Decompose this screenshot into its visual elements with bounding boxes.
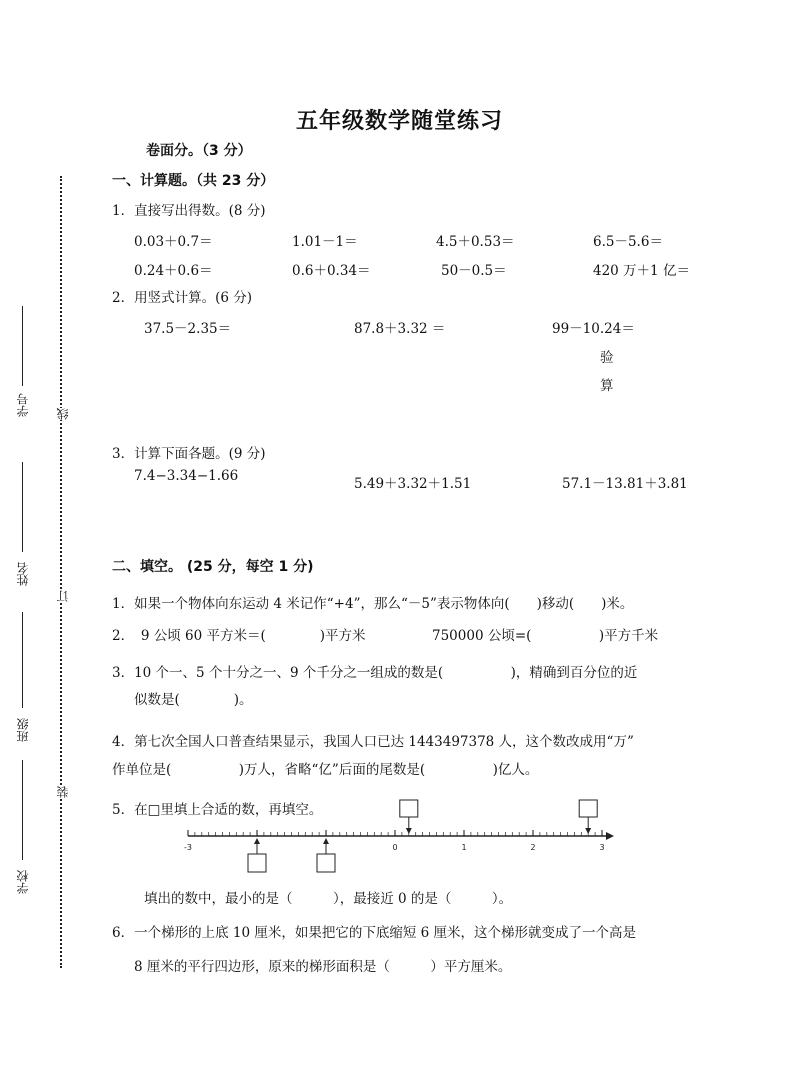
fill-q5: 5．在□里填上合适的数，再填空。 [112,802,323,818]
fill-q3b: 似数是( )。 [134,692,253,708]
fill-q4b: 作单位是( )万人，省略“亿”后面的尾数是( )亿人。 [112,762,539,778]
q1-item-4: 6.5－5.6＝ [593,234,663,250]
q3-item-1: 7.4−3.34−1.66 [134,468,239,484]
section1-title: 一、计算题。（共 23 分） [112,173,275,189]
q2-item-1: 37.5－2.35＝ [144,321,232,337]
pointer-arrow-down-head [585,828,591,834]
binding-label-school: 学校 [16,870,30,894]
q2-item-2: 87.8＋3.32 ＝ [354,321,446,337]
q2-label: 2．用竖式计算。(6 分) [112,290,253,306]
fill-q6a: 6．一个梯形的上底 10 厘米，如果把它的下底缩短 6 厘米，这个梯形就变成了一个高是 [112,925,637,941]
number-line-tick-label: -3 [184,843,192,852]
neatness-score: 卷面分。（3 分） [146,143,252,159]
binding-label-class: 班级 [16,718,30,742]
answer-box-below [248,854,266,872]
q2-item-3: 99－10.24＝ [552,321,635,337]
q2-verify-1: 验 [600,350,614,366]
q3-item-2: 5.49＋3.32＋1.51 [354,476,472,492]
binding-blank-student-id [22,306,23,386]
number-line-arrow [606,832,614,840]
fill-q2a: 2． 9 公顷 60 平方米＝( )平方米 [112,628,366,644]
page-title: 五年级数学随堂练习 [296,108,504,134]
pointer-arrow-up-head [323,838,329,844]
q1-item-8: 420 万＋1 亿＝ [593,263,690,279]
number-line [0,796,794,880]
binding-blank-name [22,462,23,552]
number-line-tick-label: 3 [599,843,605,852]
pointer-arrow-down-head [406,828,412,834]
q1-item-2: 1.01－1＝ [292,234,358,250]
q1-item-7: 50－0.5＝ [441,263,507,279]
fill-q5-answer: 填出的数中，最小的是（ ），最接近 0 的是（ ）。 [144,891,513,907]
binding-label-name: 姓名 [16,562,30,586]
binding-mark-install: 装 [56,786,70,798]
fill-q3a: 3．10 个一、5 个十分之一、9 个千分之一组成的数是( )，精确到百分位的近 [112,665,638,681]
q3-item-3: 57.1－13.81＋3.81 [562,476,688,492]
binding-mark-bind: 订 [56,590,70,602]
pointer-arrow-up-head [254,838,260,844]
q1-item-3: 4.5＋0.53＝ [436,234,515,250]
binding-blank-class [22,612,23,708]
fill-q1: 1．如果一个物体向东运动 4 米记作“+4”，那么“－5”表示物体向( )移动( )米。 [112,596,634,612]
section2-title: 二、填空。 (25 分，每空 1 分) [112,559,314,575]
q1-item-6: 0.6＋0.34＝ [292,263,371,279]
q1-item-5: 0.24＋0.6＝ [134,263,213,279]
fill-q6b: 8 厘米的平行四边形，原来的梯形面积是（ ）平方厘米。 [134,959,512,975]
fill-q2b: 750000 公顷=( )平方千米 [432,628,659,644]
answer-box-above [579,800,597,817]
q3-label: 3．计算下面各题。(9 分) [112,446,266,462]
number-line-tick-label: 2 [530,843,536,852]
fill-q4a: 4．第七次全国人口普查结果显示，我国人口已达 1443497378 人，这个数改成用“万” [112,734,634,750]
answer-box-below [317,854,335,872]
q2-verify-2: 算 [600,378,614,394]
number-line-tick-label: 0 [392,843,398,852]
q1-label: 1．直接写出得数。(8 分) [112,203,266,219]
q1-item-1: 0.03＋0.7＝ [134,234,213,250]
number-line-tick-label: 1 [461,843,467,852]
answer-box-above [400,800,418,817]
binding-label-student-id: 学号 [16,393,30,417]
binding-mark-line: 线 [56,408,70,420]
